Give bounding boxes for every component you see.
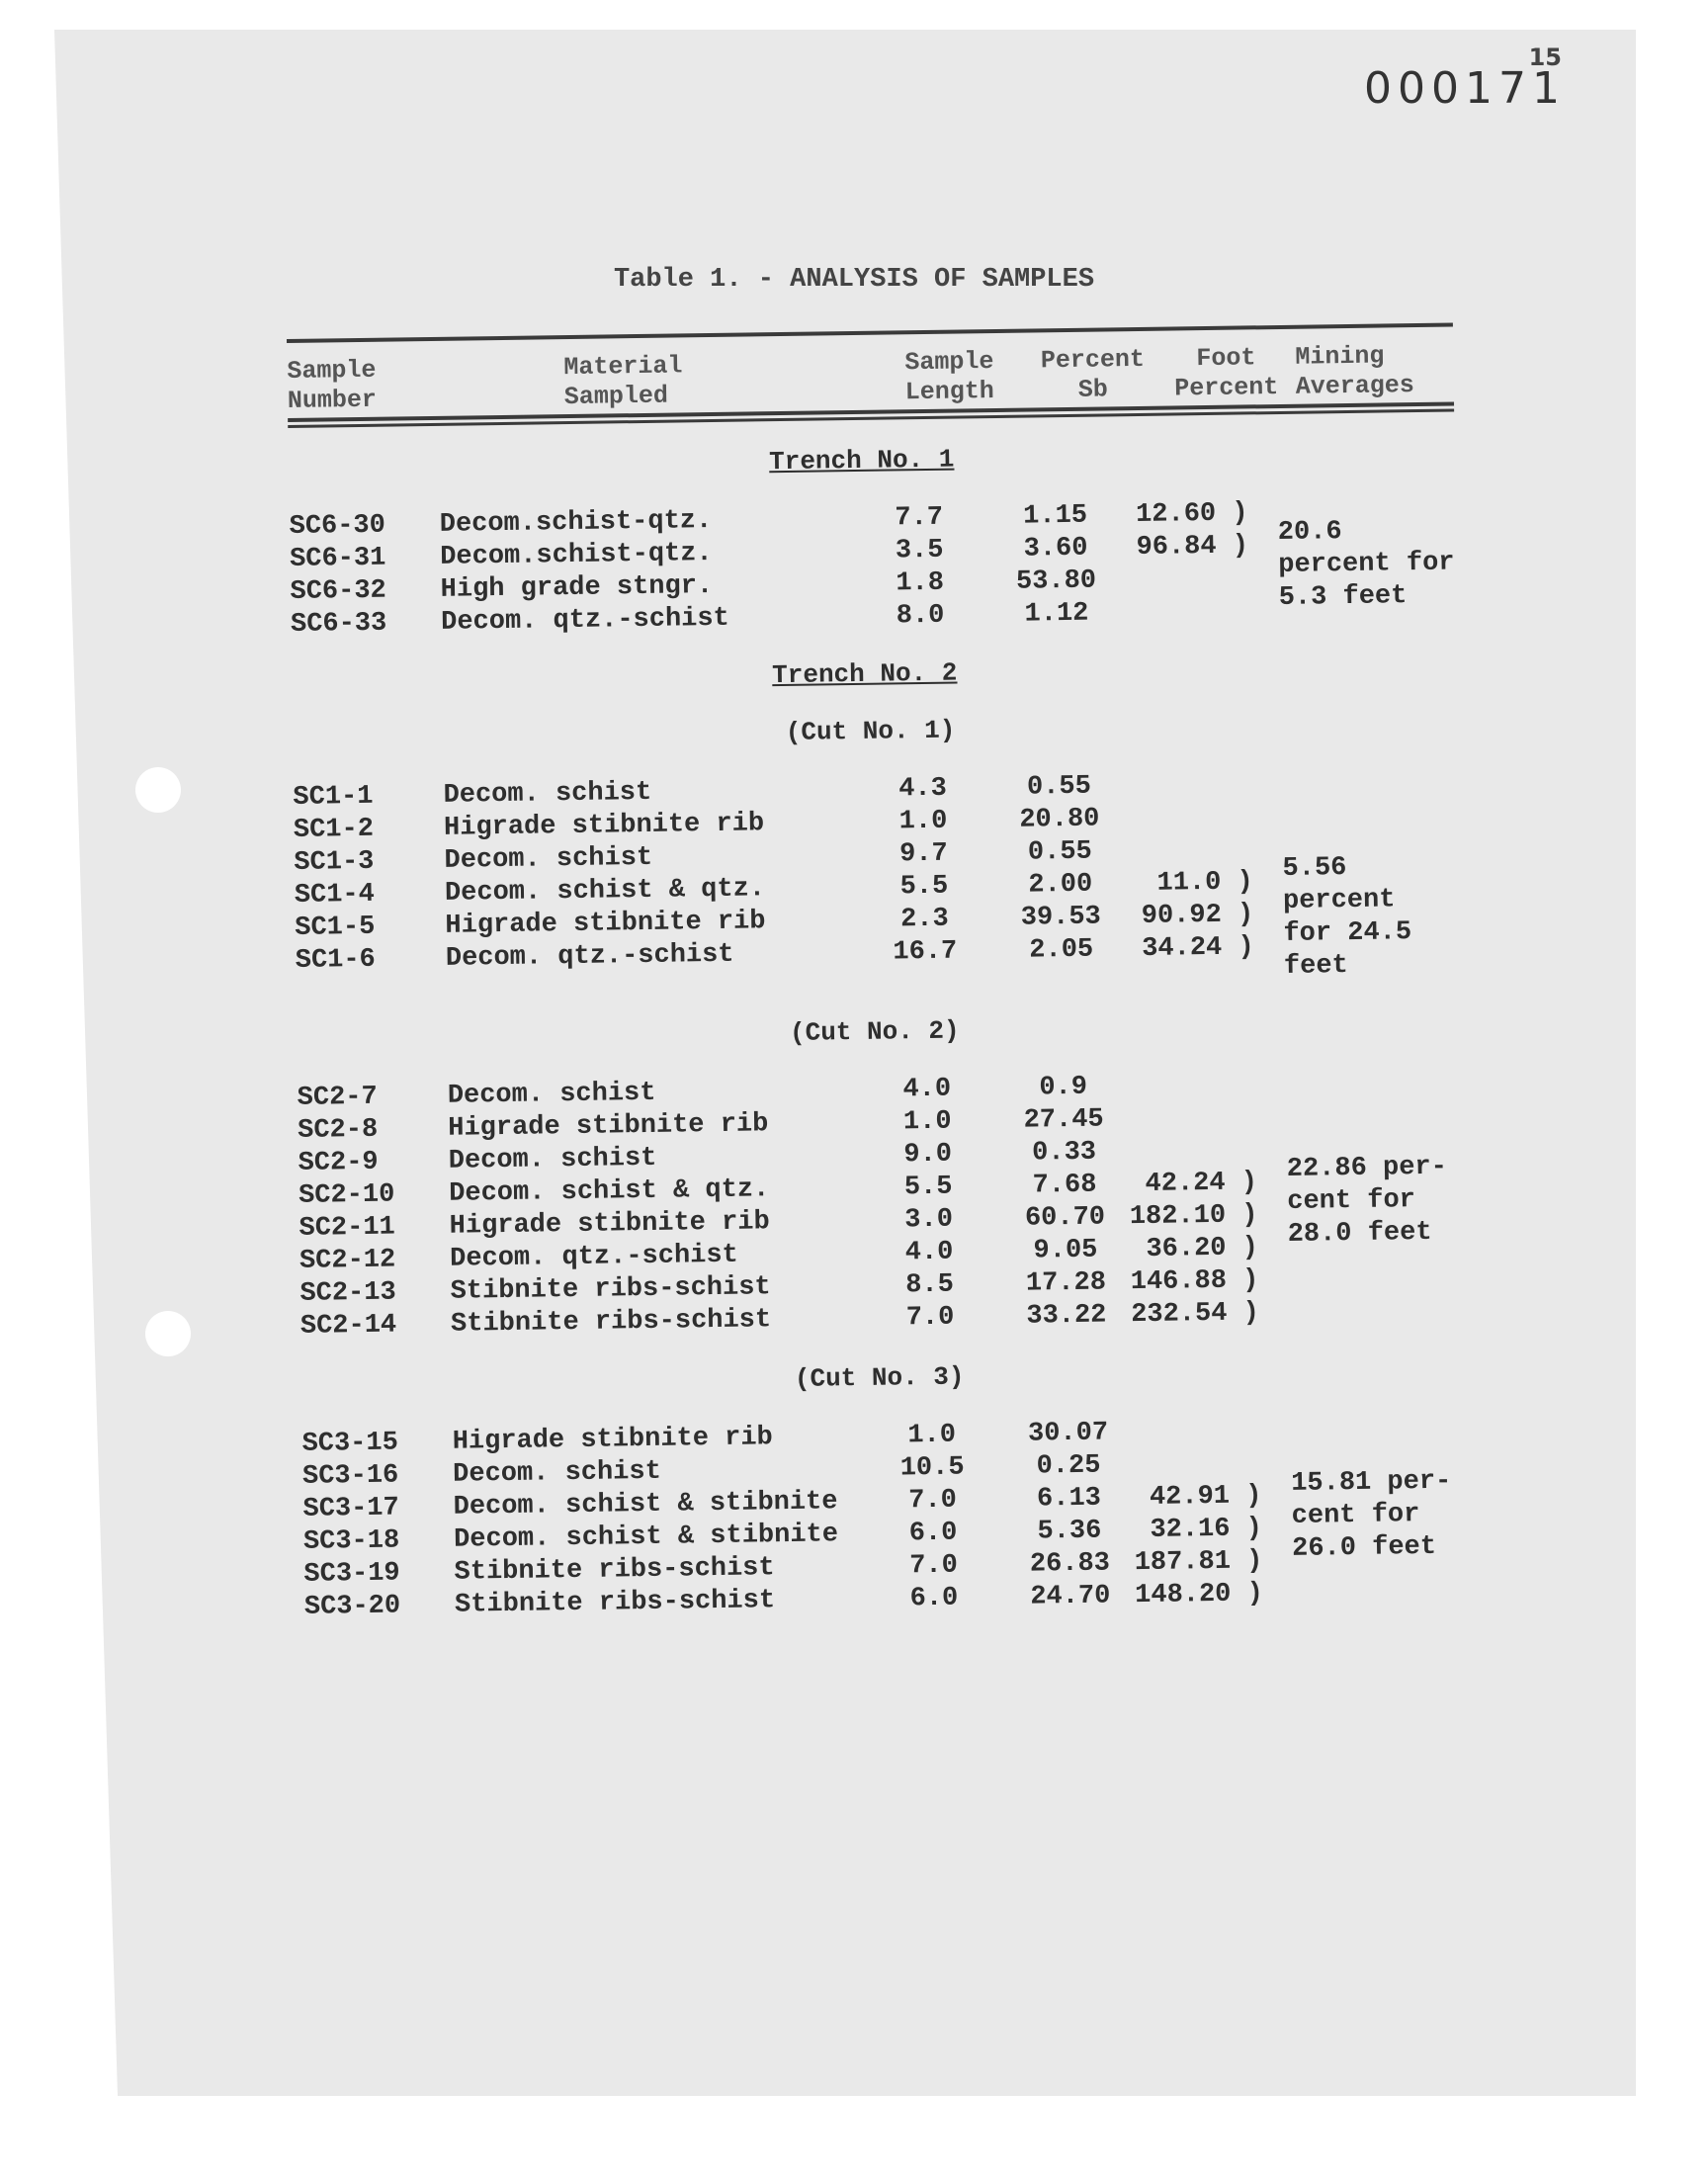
trench-1-title: Trench No. 1 — [768, 444, 955, 478]
col-mining-line2: Averages — [1295, 371, 1414, 401]
foot-percent-cell: 42.91 ) — [1149, 1481, 1262, 1513]
percent-sb-cell: 39.53 — [1020, 902, 1101, 933]
material-cell: Decom. schist — [443, 777, 652, 811]
material-cell: Decom. qtz.-schist — [445, 939, 734, 974]
material-cell: Stibnite ribs-schist — [450, 1272, 771, 1307]
foot-percent-cell: 11.0 ) — [1156, 867, 1253, 899]
foot-percent-cell — [1125, 1134, 1267, 1169]
cut-3-average-line3: 26.0 feet — [1291, 1531, 1437, 1564]
cut-1-average-line2: for 24.5 — [1283, 917, 1412, 949]
cut-1-rows — [293, 768, 1264, 998]
cut-2-rows — [297, 1069, 1269, 1344]
sample-length-cell: 6.0 — [909, 1583, 959, 1614]
sample-number-cell: SC2-14 — [299, 1310, 397, 1342]
trench-1-average-line1: 20.6 — [1277, 517, 1342, 549]
percent-sb-cell: 33.22 — [1026, 1300, 1107, 1332]
material-cell: Higrade stibnite rib — [445, 907, 766, 941]
page-id: 000171 — [1364, 63, 1566, 114]
material-cell: Stibnite ribs-schist — [454, 1586, 776, 1620]
foot-percent-cell: 232.54 ) — [1131, 1298, 1260, 1331]
sample-length-cell: 9.0 — [903, 1139, 953, 1171]
sample-length-cell: 2.3 — [899, 904, 949, 935]
material-cell: Decom. schist — [447, 1078, 656, 1111]
material-cell: Stibnite ribs-schist — [454, 1553, 775, 1588]
cut-3-rows — [301, 1415, 1273, 1624]
punch-hole-bottom — [145, 1311, 191, 1356]
col-foot-percent — [1156, 343, 1296, 404]
foot-percent-cell — [1120, 801, 1262, 835]
foot-percent-cell: 148.20 ) — [1134, 1579, 1264, 1611]
foot-percent-cell — [1129, 1415, 1271, 1449]
percent-sb-cell: 0.55 — [1026, 771, 1092, 803]
col-percent-sb — [1028, 345, 1157, 406]
sample-number-cell: SC3-17 — [302, 1493, 399, 1524]
foot-percent-cell: 42.24 ) — [1145, 1168, 1258, 1199]
sample-length-cell: 7.0 — [909, 1550, 959, 1582]
sample-length-cell: 16.7 — [893, 936, 958, 968]
cut-3-group — [301, 1412, 1471, 1623]
col-sample-number — [287, 355, 446, 416]
page-mark: 15 — [1528, 44, 1562, 71]
sample-number-cell: SC2-9 — [298, 1147, 379, 1178]
trench-1-group — [289, 495, 1457, 642]
percent-sb-cell: 17.28 — [1025, 1267, 1107, 1299]
sample-number-cell: SC1-4 — [294, 879, 376, 911]
foot-percent-cell: 12.60 ) — [1135, 498, 1248, 531]
sample-length-cell: 1.0 — [907, 1420, 957, 1451]
foot-percent-cell: 96.84 ) — [1136, 531, 1249, 564]
sample-number-cell: SC6-30 — [289, 510, 386, 542]
col-foot-line1: Foot — [1196, 343, 1256, 374]
percent-sb-cell: 3.60 — [1023, 533, 1088, 565]
foot-percent-cell — [1124, 1069, 1266, 1103]
col-length — [870, 347, 1029, 408]
cut-2-average-line2: cent for — [1287, 1185, 1416, 1217]
foot-percent-cell: 32.16 ) — [1150, 1514, 1263, 1545]
percent-sb-cell: 0.33 — [1032, 1137, 1097, 1169]
cut-1-group — [293, 765, 1462, 997]
cut-1-average-line3: feet — [1283, 951, 1348, 982]
col-material-line1: Material — [563, 351, 683, 383]
percent-sb-cell: 24.70 — [1030, 1581, 1111, 1612]
percent-sb-cell: 1.12 — [1024, 598, 1089, 630]
sample-length-cell: 7.7 — [895, 502, 944, 534]
col-sample-number-line1: Sample — [287, 355, 377, 386]
cut-3-average — [1270, 1412, 1471, 1610]
percent-sb-cell: 0.9 — [1039, 1072, 1088, 1103]
cut-1-average — [1261, 765, 1462, 984]
sample-number-cell: SC1-3 — [294, 846, 375, 878]
sample-number-cell: SC6-32 — [290, 575, 386, 607]
material-cell: Higrade stibnite rib — [448, 1109, 769, 1144]
foot-percent-cell — [1121, 833, 1263, 868]
sample-length-cell: 1.8 — [896, 567, 945, 599]
sample-number-cell: SC2-8 — [297, 1114, 379, 1146]
col-foot-line2: Percent — [1174, 372, 1279, 403]
foot-percent-cell — [1118, 595, 1260, 630]
sample-length-cell: 8.0 — [896, 600, 945, 632]
sample-number-cell: SC2-12 — [299, 1245, 396, 1276]
sample-number-cell: SC3-20 — [303, 1591, 401, 1622]
analysis-table — [287, 323, 1471, 1624]
col-percent-line2: Sb — [1077, 375, 1108, 404]
cut-3-average-line1: 15.81 per- — [1291, 1466, 1452, 1499]
trench-1-average-line2: percent for — [1278, 548, 1455, 581]
percent-sb-cell: 7.68 — [1032, 1170, 1097, 1201]
sample-length-cell: 9.7 — [898, 838, 948, 870]
sample-length-cell: 3.5 — [895, 535, 944, 566]
foot-percent-cell: 187.81 ) — [1134, 1546, 1263, 1579]
sample-number-cell: SC3-19 — [303, 1558, 400, 1590]
foot-percent-cell — [1120, 768, 1262, 803]
percent-sb-cell: 6.13 — [1036, 1483, 1102, 1515]
sample-length-cell: 5.5 — [899, 871, 949, 903]
sample-length-cell: 5.5 — [903, 1172, 953, 1203]
material-cell: Decom. schist & qtz. — [449, 1174, 770, 1209]
percent-sb-cell: 27.45 — [1023, 1104, 1104, 1136]
trench-1-rows — [289, 497, 1259, 642]
material-cell: Higrade stibnite rib — [449, 1207, 770, 1242]
cut-2-title: (Cut No. 2) — [789, 1015, 960, 1048]
percent-sb-cell: 5.36 — [1037, 1516, 1102, 1547]
cut-1-average-line1: 5.56 percent — [1282, 853, 1396, 916]
cut-2-average-line3: 28.0 feet — [1287, 1217, 1432, 1250]
material-cell: Decom. qtz.-schist — [449, 1240, 739, 1274]
col-percent-line1: Percent — [1040, 344, 1146, 376]
sample-number-cell: SC3-18 — [302, 1525, 400, 1557]
foot-percent-cell: 34.24 ) — [1142, 932, 1254, 964]
cut-3-title: (Cut No. 3) — [794, 1361, 965, 1394]
material-cell: Decom. schist & stibnite — [453, 1487, 838, 1522]
cut-3-average-line2: cent for — [1291, 1500, 1420, 1531]
foot-percent-cell — [1125, 1101, 1267, 1136]
sample-number-cell: SC2-7 — [297, 1082, 378, 1113]
material-cell: Decom. schist & stibnite — [453, 1520, 839, 1555]
material-cell: Decom. schist — [448, 1143, 657, 1176]
sample-length-cell: 4.3 — [898, 773, 948, 805]
col-length-line1: Sample — [904, 347, 994, 378]
sample-length-cell: 4.0 — [902, 1074, 952, 1105]
col-mining-averages — [1295, 341, 1454, 402]
col-material-line2: Sampled — [563, 381, 669, 412]
sample-number-cell: SC2-13 — [299, 1277, 396, 1309]
percent-sb-cell: 20.80 — [1019, 804, 1100, 835]
cut-2-average — [1265, 1066, 1467, 1330]
sample-length-cell: 7.0 — [905, 1302, 955, 1334]
percent-sb-cell: 2.05 — [1029, 934, 1094, 966]
col-material — [445, 349, 871, 414]
cut-2-average-line1: 22.86 per- — [1286, 1152, 1448, 1184]
sample-number-cell: SC1-6 — [295, 944, 376, 976]
percent-sb-cell: 9.05 — [1033, 1235, 1098, 1266]
sample-number-cell: SC6-33 — [290, 608, 387, 640]
foot-percent-cell: 146.88 ) — [1130, 1265, 1259, 1298]
material-cell: Decom. schist & qtz. — [444, 874, 766, 909]
sample-length-cell: 1.0 — [902, 1106, 952, 1138]
sample-number-cell: SC1-2 — [293, 814, 375, 845]
percent-sb-cell: 26.83 — [1029, 1548, 1111, 1580]
col-mining-line1: Mining — [1295, 341, 1385, 372]
sample-number-cell: SC3-16 — [301, 1460, 399, 1492]
sample-number-cell: SC2-10 — [298, 1179, 395, 1211]
material-cell: Decom. qtz.-schist — [440, 603, 730, 638]
sample-length-cell: 8.5 — [905, 1269, 955, 1301]
material-cell: Decom.schist-qtz. — [440, 539, 713, 572]
sample-number-cell: SC1-1 — [293, 781, 374, 813]
percent-sb-cell: 53.80 — [1015, 566, 1097, 597]
material-cell: Stibnite ribs-schist — [450, 1305, 772, 1340]
material-cell: High grade stngr. — [440, 571, 714, 605]
sample-number-cell: SC1-5 — [295, 912, 376, 943]
table-title: Table 1. - ANALYSIS OF SAMPLES — [613, 265, 1095, 295]
sample-length-cell: 4.0 — [904, 1237, 954, 1268]
percent-sb-cell: 1.15 — [1023, 500, 1088, 532]
material-cell: Decom. schist — [444, 842, 653, 876]
col-sample-number-line2: Number — [287, 385, 378, 415]
material-cell: Higrade stibnite rib — [452, 1423, 773, 1457]
foot-percent-cell — [1130, 1447, 1272, 1482]
percent-sb-cell: 30.07 — [1027, 1418, 1109, 1449]
percent-sb-cell: 0.55 — [1027, 836, 1092, 868]
punch-hole-top — [135, 767, 181, 813]
percent-sb-cell: 2.00 — [1028, 869, 1093, 901]
sample-number-cell: SC3-15 — [301, 1428, 399, 1459]
percent-sb-cell: 60.70 — [1024, 1202, 1106, 1234]
percent-sb-cell: 0.25 — [1036, 1450, 1101, 1482]
foot-percent-cell: 90.92 ) — [1141, 900, 1254, 931]
trench-1-average-line3: 5.3 feet — [1278, 581, 1408, 614]
material-cell: Decom. schist — [453, 1456, 662, 1490]
trench-2-title: Trench No. 2 — [771, 657, 958, 691]
foot-percent-cell: 36.20 ) — [1146, 1233, 1259, 1264]
sample-length-cell: 1.0 — [898, 806, 948, 837]
cut-2-group — [297, 1066, 1467, 1343]
trench-1-average — [1257, 495, 1457, 629]
sample-length-cell: 6.0 — [908, 1518, 958, 1549]
sample-length-cell: 3.0 — [904, 1204, 954, 1236]
sample-length-cell: 10.5 — [899, 1452, 965, 1484]
material-cell: Decom.schist-qtz. — [439, 506, 713, 540]
foot-percent-cell: 182.10 ) — [1129, 1200, 1258, 1233]
col-length-line2: Length — [904, 377, 995, 407]
material-cell: Higrade stibnite rib — [443, 809, 765, 843]
cut-1-title: (Cut No. 1) — [785, 715, 956, 747]
sample-number-cell: SC6-31 — [289, 543, 386, 574]
sample-length-cell: 7.0 — [908, 1485, 958, 1517]
sample-number-cell: SC2-11 — [299, 1212, 395, 1244]
foot-percent-cell — [1117, 563, 1259, 597]
